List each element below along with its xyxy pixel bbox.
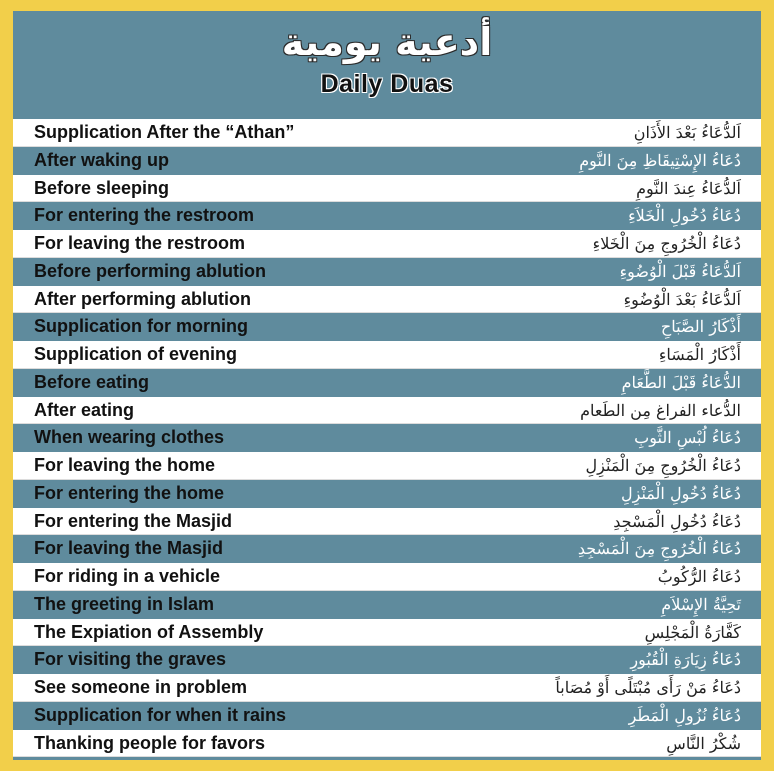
poster-panel — [13, 11, 761, 760]
list-item — [13, 480, 761, 508]
dua-english: Supplication After the “Athan” — [34, 122, 295, 142]
dua-english: For leaving the restroom — [34, 233, 246, 253]
dua-english: Supplication for when it rains — [34, 704, 287, 725]
list-item — [13, 646, 761, 674]
list-item — [13, 397, 761, 425]
dua-arabic: اَلدُّعَاءُ بَعْدَ الْوُضُوءِ — [623, 289, 741, 309]
english-title: Daily Duas — [320, 70, 454, 98]
list-item — [13, 230, 761, 258]
dua-arabic: دُعَاءُ زِيَارَةِ الْقُبُورِ — [630, 650, 741, 670]
dua-english: After performing ablution — [34, 288, 251, 309]
list-item — [13, 424, 761, 452]
dua-arabic: دُعَاءُ الْخُرُوجِ مِنَ الْمَنْزِلِ — [585, 456, 741, 475]
list-item — [13, 563, 761, 591]
list-item — [13, 313, 761, 341]
list-item — [13, 202, 761, 230]
dua-arabic: دُعَاءُ لُبْسِ الثَّوبِ — [634, 428, 741, 448]
list-item — [13, 119, 761, 147]
duas-list — [13, 119, 761, 757]
dua-english: Supplication of evening — [34, 344, 238, 364]
dua-arabic: دُعَاءُ نُزُولِ الْمَطَرِ — [628, 705, 741, 725]
dua-english: After eating — [34, 399, 135, 420]
list-item — [13, 175, 761, 203]
dua-english: For riding in a vehicle — [34, 566, 221, 586]
dua-arabic: دُعَاءُ الإِسْتِيقَاظِ مِنَ النَّومِ — [579, 150, 741, 170]
list-item — [13, 258, 761, 286]
dua-arabic: الدُّعاء الفراغ مِن الطَعام — [580, 400, 741, 420]
dua-arabic: تَحِيَّةُ الإِسْلاَمِ — [661, 594, 741, 614]
list-item — [13, 147, 761, 175]
dua-english: For leaving the home — [34, 455, 216, 475]
dua-arabic: دُعَاءُ الْخُرُوجِ مِنَ الْمَسْجِدِ — [577, 539, 741, 559]
dua-arabic: اَلدُّعَاءُ قَبْلَ الْوُضُوءِ — [619, 261, 741, 281]
list-item — [13, 674, 761, 702]
dua-arabic: أَذْكَارُ الصَّبَاحِ — [660, 317, 741, 337]
list-item — [13, 702, 761, 730]
dua-english: Thanking people for favors — [34, 732, 266, 753]
list-item — [13, 508, 761, 536]
dua-arabic: الدُّعَاءُ قَبْلَ الطَّعَامِ — [621, 372, 741, 392]
header — [13, 11, 761, 119]
dua-arabic: دُعَاءُ دُخُولِ الْمَنْزِلِ — [621, 483, 741, 503]
dua-arabic: دُعَاءُ الرُّكُوبُ — [657, 567, 741, 586]
dua-english: Before sleeping — [34, 177, 170, 198]
arabic-title: أدعية يومية — [281, 20, 493, 64]
list-item — [13, 452, 761, 480]
list-item — [13, 591, 761, 619]
dua-english: Before eating — [34, 371, 150, 392]
dua-english: For entering the restroom — [34, 205, 255, 226]
dua-english: For visiting the graves — [34, 649, 227, 670]
dua-english: For entering the home — [34, 482, 225, 503]
list-item — [13, 535, 761, 563]
dua-arabic: دُعَاءُ الْخُرُوجِ مِنَ الْخَلاءِ — [592, 234, 741, 253]
dua-arabic: دُعَاءُ مَنْ رَأَى مُبْتَلًى أَوْ مُصَاباً — [555, 678, 741, 697]
dua-arabic: دُعَاءُ دُخُولِ الْخَلاَءِ — [628, 206, 741, 226]
dua-english: For leaving the Masjid — [34, 538, 224, 559]
dua-english: The Expiation of Assembly — [34, 621, 264, 642]
dua-arabic: اَلدُّعَاءُ عِندَ النَّومِ — [636, 178, 741, 198]
dua-english: Supplication for morning — [34, 316, 248, 337]
dua-arabic: أَذْكَارُ الْمَسَاءِ — [658, 345, 741, 364]
dua-english: The greeting in Islam — [34, 593, 215, 614]
list-item — [13, 341, 761, 369]
dua-arabic: كَفَّارَةُ الْمَجْلِسِ — [644, 622, 741, 642]
list-item — [13, 730, 761, 758]
list-item — [13, 619, 761, 647]
dua-arabic: دُعَاءُ دُخُولِ الْمَسْجِدِ — [613, 511, 741, 531]
list-item — [13, 369, 761, 397]
dua-english: See someone in problem — [34, 677, 248, 697]
dua-arabic: شُكْرُ النَّاسِ — [666, 733, 741, 753]
dua-english: After waking up — [34, 149, 170, 170]
dua-english: Before performing ablution — [34, 260, 267, 281]
dua-arabic: اَلدُّعَاءُ بَعْدَ الأَذَانِ — [633, 123, 741, 142]
list-item — [13, 286, 761, 314]
dua-english: When wearing clothes — [34, 427, 225, 448]
dua-english: For entering the Masjid — [34, 510, 233, 531]
